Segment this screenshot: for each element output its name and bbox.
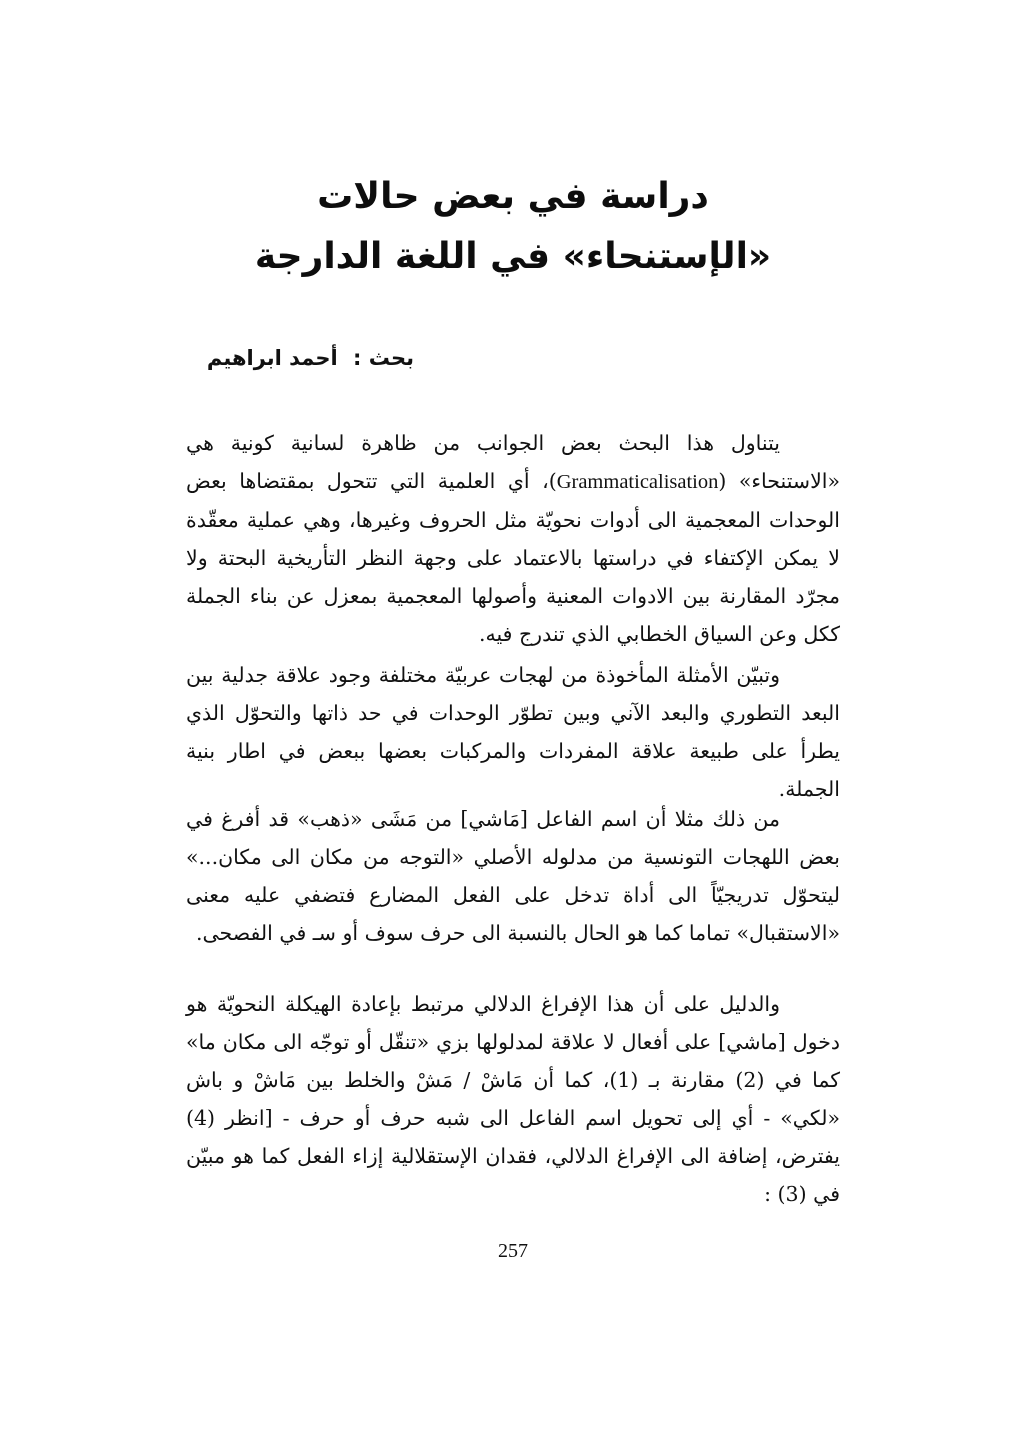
article-title-line-2: «الإستنحاء» في اللغة الدارجة bbox=[254, 236, 772, 277]
paragraph-1 bbox=[186, 424, 840, 653]
paragraph-2 bbox=[186, 656, 840, 808]
paragraph-1-text-end: )، أي العلمية التي تتحول بمقتضاها بعض الوحدات المعجمية الى أدوات نحويّة مثل الحروف وغيرها، وهي عملية معقّدة لا يمكن الإكتفاء في دراستها بالاعتماد على وجهة النظر التأريخية البحتة ولا مجرّد المقارنة بين الادوات المعنية وأصولها المعجمية بمعزل عن بناء الجملة ككل وعن السياق الخطابي الذي تندرج فيه. bbox=[186, 469, 840, 646]
page-number: 257 bbox=[498, 1240, 528, 1262]
paragraph-3-text: من ذلك مثلا أن اسم الفاعل [مَاشي] من مَشَى «ذهب» قد أفرغ في بعض اللهجات التونسية من مدلوله الأصلي «التوجه من مكان الى مكان...» ليتحوّل تدريجيّاً الى أداة تدخل على الفعل المضارع فتضفي عليه معنى «الاستقبال» تماما كما هو الحال بالنسبة الى حرف سوف أو سـ في الفصحى. bbox=[186, 807, 840, 945]
paragraph-4-text: والدليل على أن هذا الإفراغ الدلالي مرتبط بإعادة الهيكلة النحويّة هو دخول [ماشي] على أفعال لا علاقة لمدلولها بزي «تنقّل أو توجّه الى مكان ما» كما في (2) مقارنة بـ (1)، كما أن مَاشْ / مَشْ والخلط بين مَاشْ و باش «لكي» - أي إلى تحويل اسم الفاعل الى شبه حرف أو حرف - [انظر (4) يفترض، إضافة الى الإفراغ الدلالي، فقدان الإستقلالية إزاء الفعل كما هو مبيّن في (3) : bbox=[186, 992, 840, 1206]
paragraph-3 bbox=[186, 800, 840, 952]
paragraph-1-text-start: يتناول هذا البحث بعض الجوانب من ظاهرة لسانية كونية هي «الاستنحاء» ( bbox=[186, 431, 841, 493]
article-title-line-1: دراسة في بعض حالات bbox=[317, 176, 709, 217]
author-name: أحمد ابراهيم bbox=[206, 346, 338, 370]
paragraph-4 bbox=[186, 985, 840, 1213]
paragraph-2-text: وتبيّن الأمثلة المأخوذة من لهجات عربيّة مختلفة وجود علاقة جدلية بين البعد التطوري والبعد الآني وبين تطوّر الوحدات في حد ذاتها والتحوّل الذي يطرأ على طبيعة علاقة المفردات والمركبات بعضها ببعض في اطار بنية الجملة. bbox=[186, 663, 840, 801]
author-byline bbox=[207, 346, 414, 370]
latin-term: Grammaticalisation bbox=[556, 471, 719, 493]
byline-label: بحث : bbox=[353, 346, 414, 370]
